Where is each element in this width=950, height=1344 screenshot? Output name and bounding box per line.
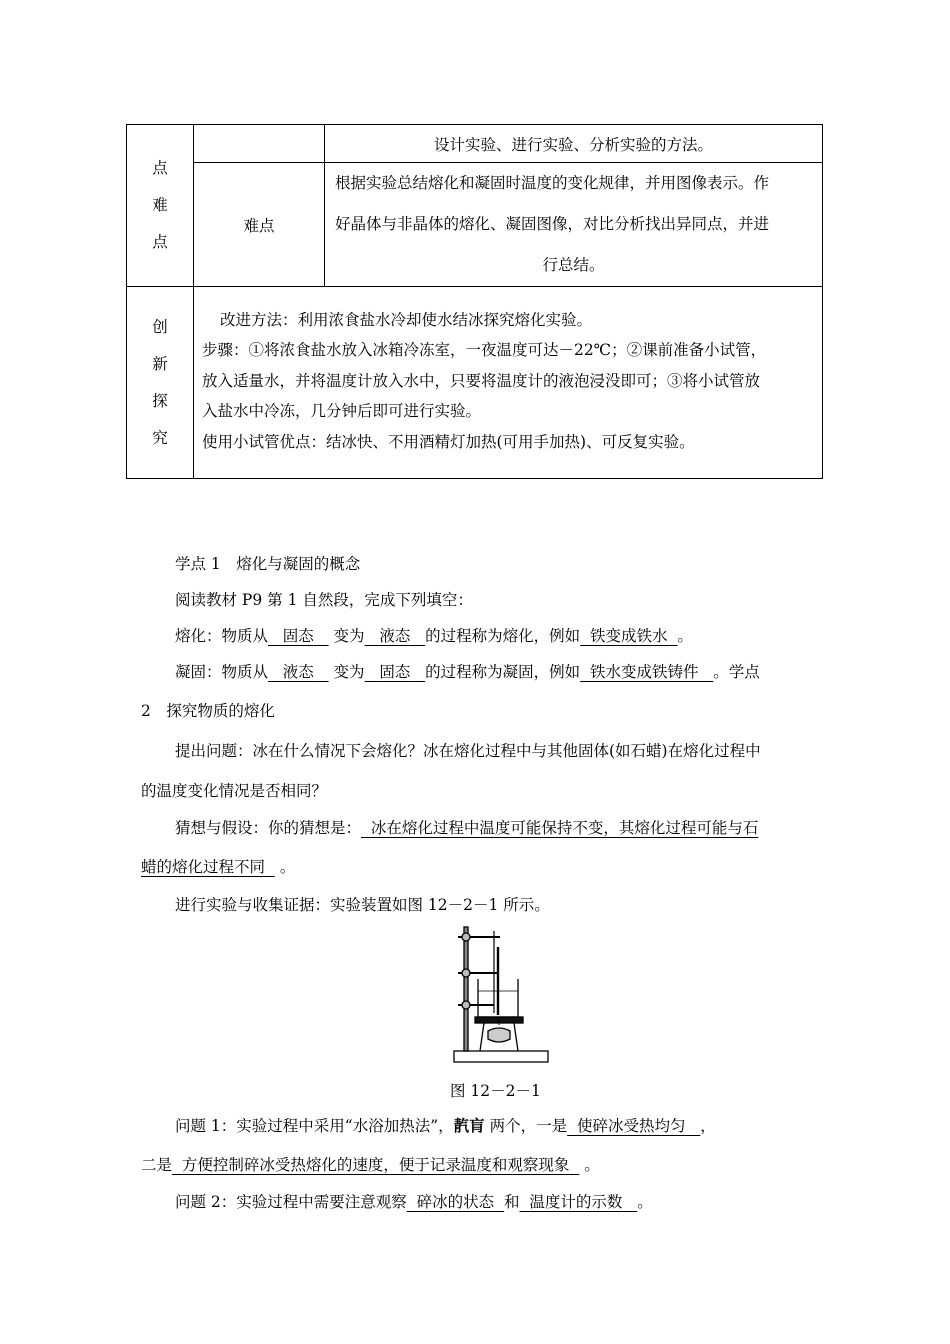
experiment-text: 进行实验与收集证据：实验装置如图 12－2－1 所示。 (175, 896, 550, 914)
question-1-line-1: 问题 1：实验过程中采用“水浴加热法”，靔肓 两个，一是 使碎冰受热均匀 ， (175, 1116, 716, 1135)
section2-title: 2 探究物质的熔化 (141, 702, 275, 720)
answer-blank: 冰在熔化过程中温度可能保持不变，其熔化过程可能与石 (370, 819, 759, 837)
method-text: 设计实验、进行实验、分析实验的方法。 (433, 135, 713, 154)
difficulty-side-label (127, 125, 194, 287)
question-line-2: 的温度变化情况是否相同？ (141, 782, 328, 800)
answer-blank: 铁水变成铁铸件 (590, 663, 699, 681)
innovation-line: 改进方法：利用浓食盐水冷却使水结冰探究熔化实验。 (220, 310, 593, 329)
answer-blank: 铁变成铁水 (590, 627, 668, 645)
section1-intro: 阅读教材 P9 第 1 自然段，完成下列填空： (175, 591, 473, 609)
answer-blank: 蜡的熔化过程不同 (141, 858, 266, 876)
figure-caption: 图 12－2－1 (450, 1082, 541, 1100)
innovation-content-cell (194, 287, 823, 479)
key-points-table (126, 124, 823, 479)
method-cell (325, 125, 823, 163)
innovation-line: 入盐水中冷冻，几分钟后即可进行实验。 (202, 402, 482, 421)
difficulty-line: 根据实验总结熔化和凝固时温度的变化规律，并用图像表示。作 (335, 174, 770, 192)
answer-blank: 液态 (379, 627, 411, 645)
answer-blank: 固态 (379, 663, 411, 681)
section1-title: 学点 1 熔化与凝固的概念 (175, 555, 361, 573)
innovation-side-label (127, 287, 194, 479)
side-char: 点 (152, 159, 168, 177)
hypothesis-line-1: 猜想与假设：你的猜想是： 冰在熔化过程中温度可能保持不变，其熔化过程可能与石 (175, 819, 759, 837)
difficulty-line: 好晶体与非晶体的熔化、凝固图像，对比分析找出异同点，并进 (335, 215, 770, 233)
freeze-definition: 凝固：物质从 液态 变为 固态 的过程称为凝固，例如 铁水变成铁铸件 。学点 (175, 663, 760, 681)
innovation-line: 使用小试管优点：结冰快、不用酒精灯加热(可用手加热)、可反复实验。 (202, 432, 695, 451)
innovation-line: 放入适量水，并将温度计放入水中，只要将温度计的液泡浸没即可；③将小试管放 (202, 371, 761, 390)
answer-blank: 固态 (282, 627, 314, 645)
side-char: 点 (152, 233, 168, 251)
answer-blank: 温度计的示数 (529, 1193, 623, 1211)
side-char: 新 (152, 354, 168, 373)
melt-definition: 熔化：物质从 固态 变为 液态 的过程称为熔化，例如 铁变成铁水 。 (175, 627, 693, 645)
side-char: 探 (152, 391, 168, 410)
side-char: 难 (152, 196, 168, 214)
side-char: 究 (152, 428, 168, 447)
difficulty-content-cell (325, 163, 823, 287)
answer-blank: 碎冰的状态 (416, 1193, 495, 1211)
question-line-1: 提出问题：冰在什么情况下会熔化？冰在熔化过程中与其他固体(如石蜡)在熔化过程中 (175, 742, 761, 760)
side-char: 创 (152, 317, 168, 336)
question-2: 问题 2：实验过程中需要注意观察 碎冰的状态 和 温度计的示数 。 (175, 1193, 653, 1211)
difficulty-line: 行总结。 (542, 256, 605, 274)
answer-blank: 使碎冰受热均匀 (576, 1117, 686, 1135)
alcohol-lamp (488, 1028, 510, 1042)
empty-label-cell (194, 125, 325, 163)
heating-apparatus-figure (448, 925, 554, 1065)
difficulty-label: 难点 (243, 216, 275, 235)
question-1-line-2: 二是 方便控制碎冰受热熔化的速度，便于记录温度和观察现象 。 (141, 1156, 600, 1174)
stand-rod (464, 927, 468, 1051)
answer-blank: 方便控制碎冰受热熔化的速度，便于记录温度和观察现象 (181, 1156, 570, 1174)
garbled-text: 靔肓 (453, 1116, 485, 1135)
innovation-line: 步骤：①将浓食盐水放入冰箱冷冻室，一夜温度可达－22℃；②课前准备小试管， (202, 341, 767, 360)
difficulty-label-cell (194, 163, 325, 287)
answer-blank: 液态 (282, 663, 314, 681)
hypothesis-line-2: 蜡的熔化过程不同 。 (141, 858, 296, 876)
apparatus-base (454, 1051, 548, 1062)
